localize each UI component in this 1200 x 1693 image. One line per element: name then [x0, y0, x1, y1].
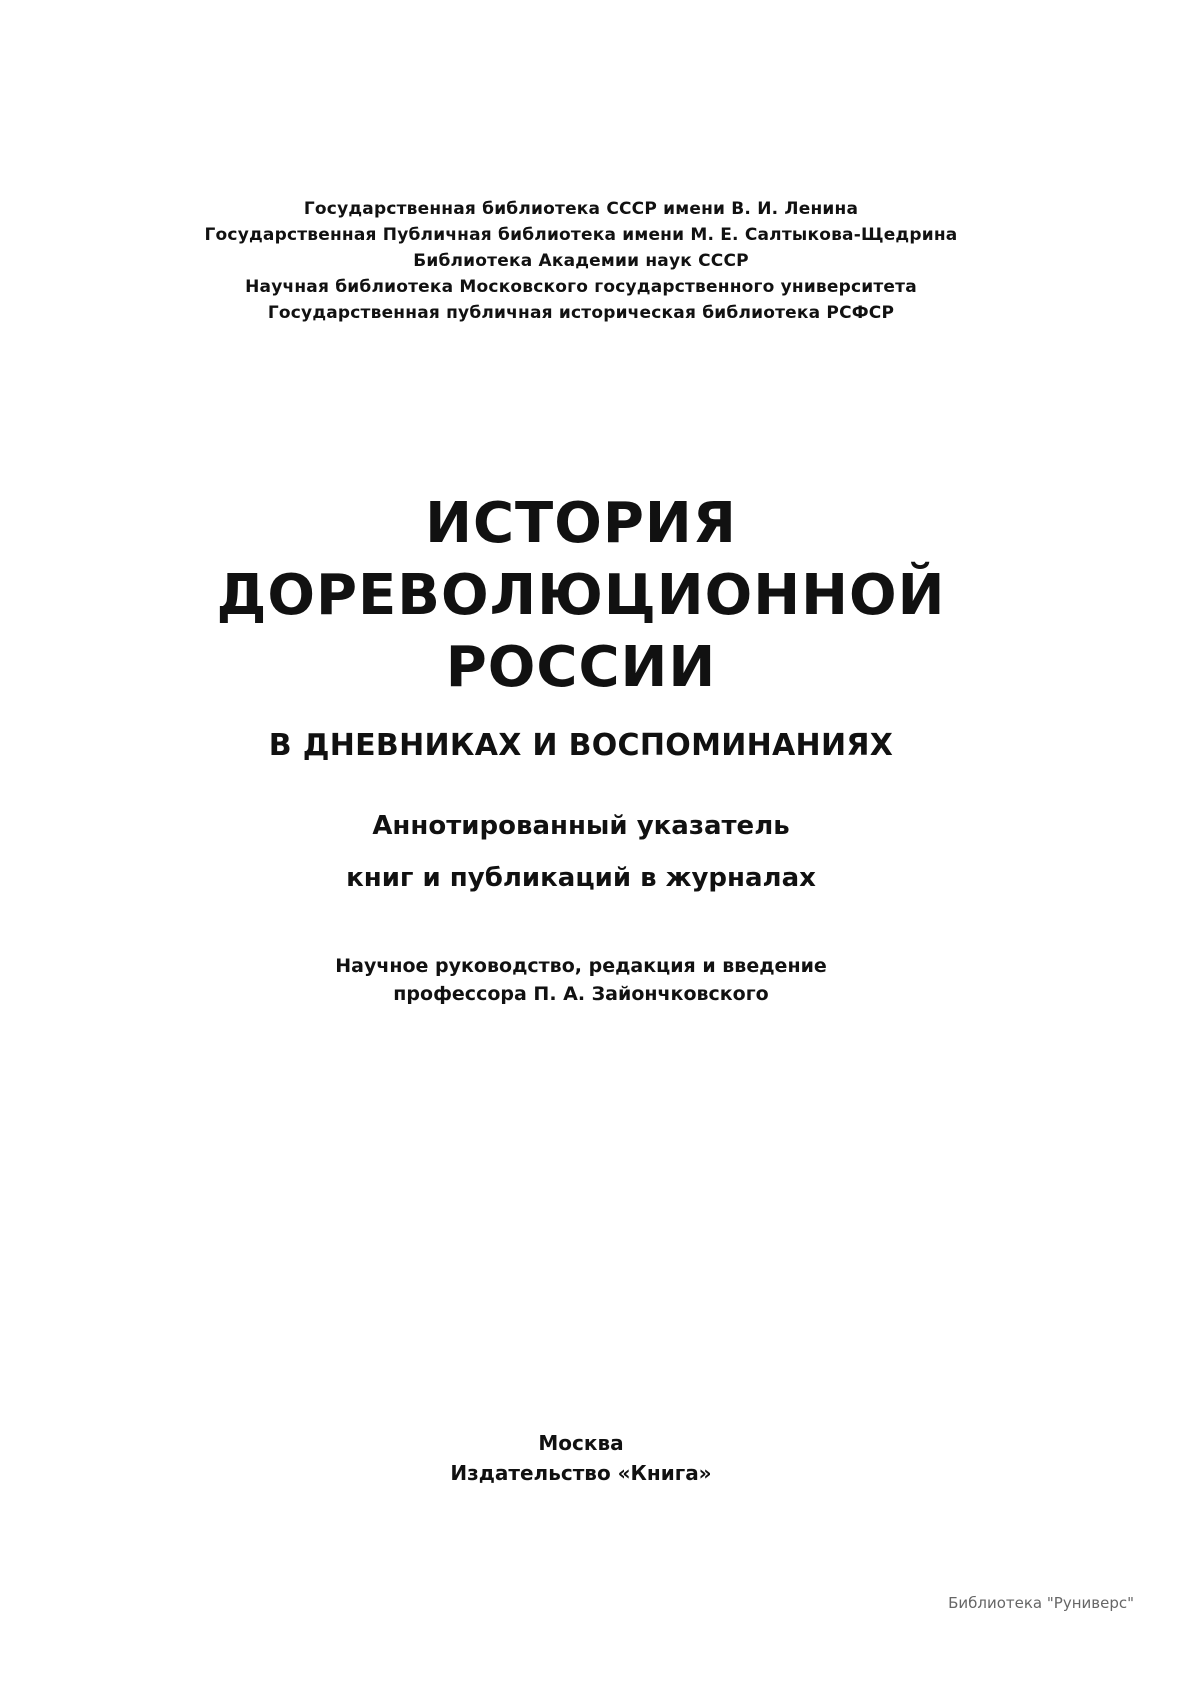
- institutions-block: [0, 196, 1162, 326]
- library-watermark: Библиотека "Руниверс": [948, 1594, 1134, 1612]
- institution-line: Государственная публичная историческая библиотека РСФСР: [267, 303, 895, 323]
- editor-block: [0, 952, 1162, 1008]
- editor-line: профессора П. А. Зайончковского: [393, 983, 769, 1005]
- imprint-publisher: Издательство «Книга»: [450, 1461, 712, 1485]
- annotation-line: Аннотированный указатель: [372, 811, 790, 841]
- institution-line: Государственная Публичная библиотека имени М. Е. Салтыкова-Щедрина: [204, 225, 958, 245]
- institution-line: Научная библиотека Московского государственного университета: [245, 277, 917, 297]
- imprint-city: Москва: [538, 1431, 624, 1455]
- title-line: РОССИИ: [445, 635, 717, 700]
- institution-line: Библиотека Академии наук СССР: [413, 251, 749, 271]
- title-line: ИСТОРИЯ: [425, 491, 737, 556]
- institution-line: Государственная библиотека СССР имени В. И. Ленина: [303, 199, 859, 219]
- imprint-block: [0, 1428, 1162, 1488]
- book-title: [0, 488, 1162, 704]
- book-subtitle: В ДНЕВНИКАХ И ВОСПОМИНАНИЯХ: [268, 728, 894, 763]
- annotation-line: книг и публикаций в журналах: [346, 863, 816, 893]
- title-line: ДОРЕВОЛЮЦИОННОЙ: [216, 563, 946, 628]
- editor-line: Научное руководство, редакция и введение: [335, 955, 827, 977]
- annotation-block: [0, 800, 1162, 904]
